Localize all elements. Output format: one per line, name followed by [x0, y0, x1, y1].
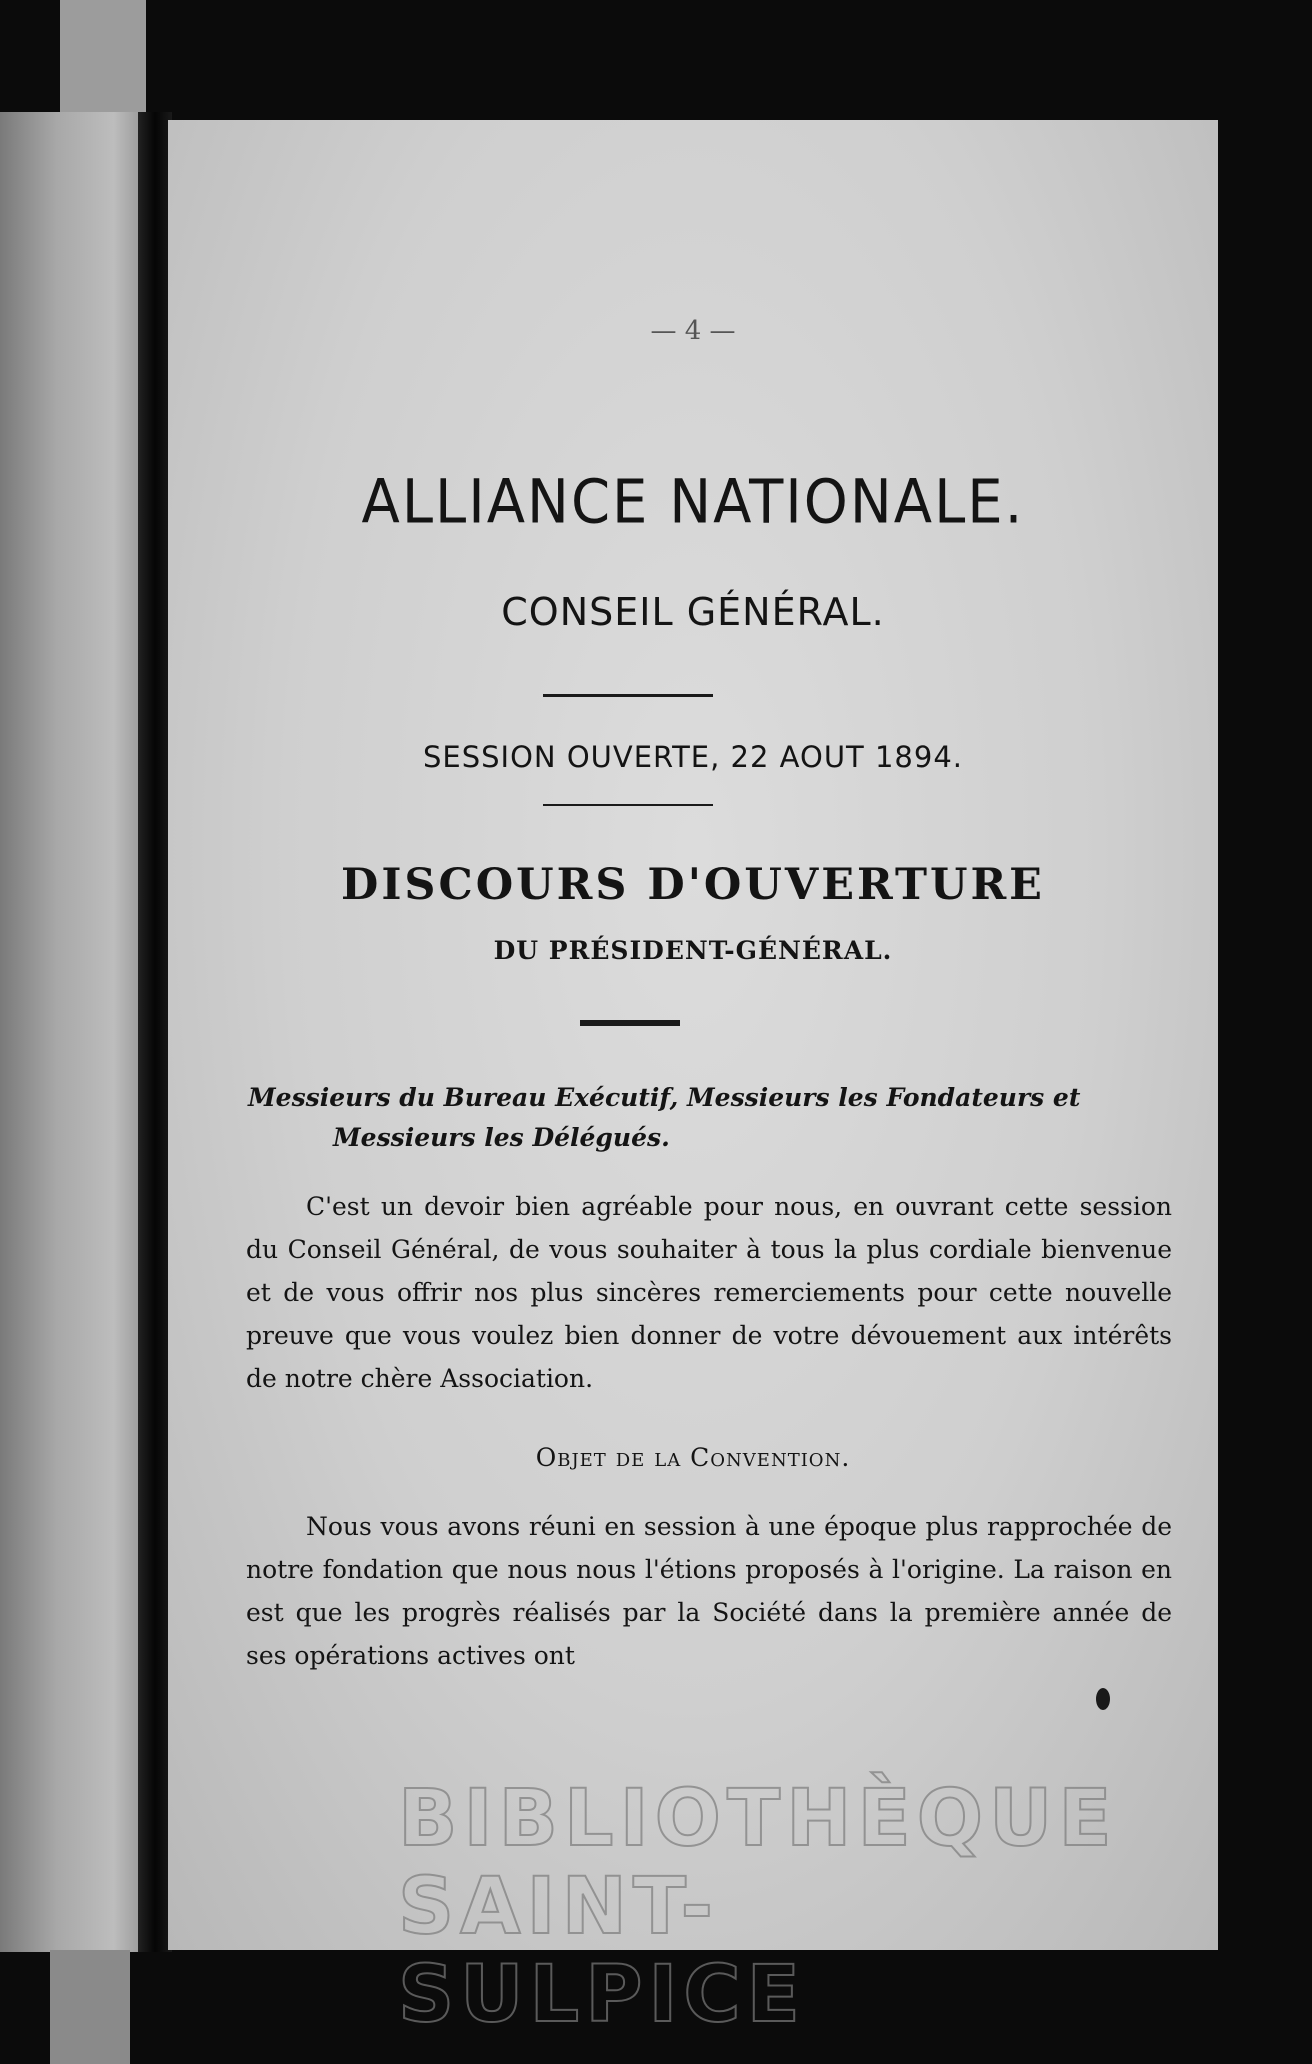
paragraph-1: C'est un devoir bien agréable pour nous, en ouvrant cette session du Conseil Général, de vous souhaiter à tous la plus cordiale bienvenue et de vous offrir nos plus sincères remerciements pour cette nouvelle preuve que vous voulez bien donner de votre dévouement aux intérêts de notre chère Association.: [246, 1192, 1172, 1393]
section-heading: Objet de la Convention.: [535, 1443, 851, 1472]
salutation: [248, 1078, 1168, 1158]
document-page: [168, 120, 1218, 2040]
page-number: — 4 —: [650, 316, 736, 346]
stamp-line-2: SAINT-SULPICE: [398, 1862, 806, 2040]
left-page-edge-bottom: [50, 1950, 130, 2064]
divider-rule-thick: [580, 1020, 680, 1026]
speech-subheading: DU PRÉSIDENT-GÉNÉRAL.: [493, 936, 893, 965]
document-subtitle: CONSEIL GÉNÉRAL.: [501, 590, 885, 634]
previous-page-strip: [0, 112, 142, 1952]
library-perforation-stamp: [398, 1774, 1118, 2040]
ink-smudge: [1096, 1688, 1110, 1710]
stamp-line-1: BIBLIOTHÈQUE: [398, 1774, 1118, 1864]
session-line: SESSION OUVERTE, 22 AOUT 1894.: [422, 740, 964, 774]
divider-rule: [543, 804, 713, 806]
divider-rule: [543, 694, 713, 697]
salutation-line-2: Messieurs les Délégués.: [333, 1123, 670, 1152]
left-page-edge-top: [60, 0, 146, 112]
document-title: ALLIANCE NATIONALE.: [361, 467, 1025, 538]
salutation-line-1: Messieurs du Bureau Exécutif, Messieurs les Fondateurs et: [248, 1083, 1081, 1112]
speech-heading: DISCOURS D'OUVERTURE: [341, 860, 1045, 910]
book-gutter: [138, 112, 172, 1952]
paragraph-2: Nous vous avons réuni en session à une époque plus rapprochée de notre fondation que nous nous l'étions proposés à l'origine. La raison en est que les progrès réalisés par la Société dans la première année de ses opérations actives ont: [246, 1512, 1172, 1670]
